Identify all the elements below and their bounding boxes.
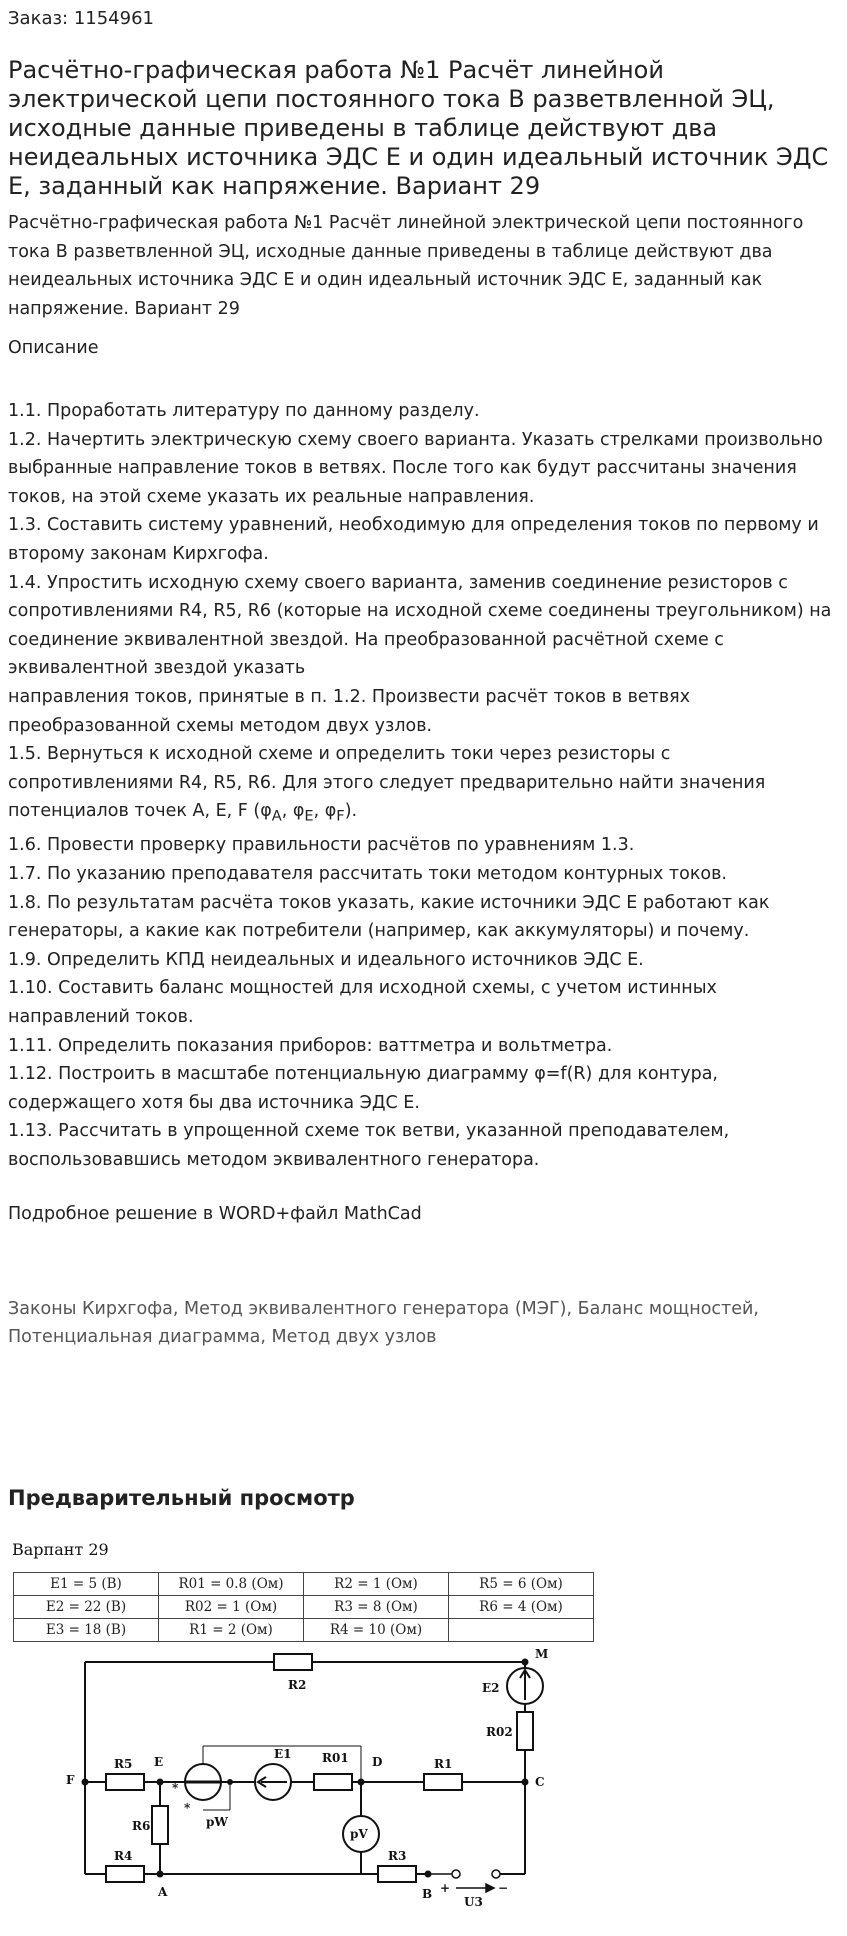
task-item-text: , φ [313,801,337,822]
page-title: Расчётно-графическая работа №1 Расчёт линейной электрической цепи постоянного тока В разветвленной ЭЦ, исходные данные приведены в таблице действуют два неидеальных источника ЭДС E и один идеальный источник ЭДС E, заданный как напряжение. Вариант 29 [8,56,829,200]
table-row [14,1573,594,1596]
variant-label: Варпант 29 [12,1540,109,1559]
label-m: M [535,1647,549,1661]
label-d: D [372,1755,383,1769]
node-f [82,1779,89,1786]
preview-image [8,1540,608,1936]
task-item-text: ). [344,801,358,822]
task-item: 1.4. Упростить исходную схему своего варианта, заменив соединение резисторов с сопротивлениями R4, R5, R6 (которые на исходной схеме соединены треугольником) на соединение эквивалентной звездой. На преобразованной расчётной схеме с эквивалентной звездой указать [8,572,832,679]
resistor-r3 [378,1866,416,1882]
resistor-r6 [152,1806,168,1844]
label-e1: E1 [274,1747,292,1761]
task-item: 1.10. Составить баланс мощностей для исходной схемы, с учетом истинных направлений токов. [8,978,717,1027]
label-u3: U3 [464,1895,483,1909]
table-row [14,1596,594,1619]
label-f: F [66,1773,75,1787]
table-cell: E2 = 22 (B) [14,1596,159,1619]
label-a: A [158,1885,168,1899]
task-list [8,397,840,1175]
resistor-r1 [424,1774,462,1790]
task-item-text: 1.5. Вернуться к исходной схеме и определить токи через резисторы с сопротивлениями R4, R5, R6. Для этого следует предварительно найти значения потенциалов точек A, E, F (φ [8,744,766,822]
task-item: 1.9. Определить КПД неидеальных и идеального источников ЭДС E. [8,949,644,970]
table-cell: R4 = 10 (Ом) [304,1619,449,1642]
table-cell: R2 = 1 (Ом) [304,1573,449,1596]
table-cell: R02 = 1 (Ом) [159,1596,304,1619]
resistor-r2 [274,1654,312,1670]
terminal-right [492,1870,500,1878]
task-item: 1.8. По результатам расчёта токов указать, какие источники ЭДС E работают как генераторы, а какие как потребители (например, как аккумуляторы) и почему. [8,892,770,942]
label-r02: R02 [486,1725,513,1739]
label-pw: pW [206,1815,228,1829]
subscript: A [271,807,282,825]
page-subtitle: Расчётно-графическая работа №1 Расчёт линейной электрической цепи постоянного тока В разветвленной ЭЦ, исходные данные приведены в таблице действуют два неидеальных источника ЭДС E и один идеальный источник ЭДС E, заданный как напряжение. Вариант 29 [8,213,804,319]
node-a [157,1871,164,1878]
label-plus: + [440,1881,451,1895]
node-m [522,1659,529,1666]
label-c: C [535,1775,545,1789]
subscript: E [304,807,314,825]
table-cell: R3 = 8 (Ом) [304,1596,449,1619]
task-item: 1.2. Начертить электрическую схему своего варианта. Указать стрелками произвольно выбранные направление токов в ветвях. После того как будут рассчитаны значения токов, на этой схеме указать их реальные направления. [8,429,823,507]
task-item: 1.13. Рассчитать в упрощенной схеме ток ветви, указанной преподавателем, воспользовавшись методом эквивалентного генератора. [8,1121,730,1170]
parameters-table [13,1572,594,1642]
tags: Законы Кирхгофа, Метод эквивалентного генератора (МЭГ), Баланс мощностей, Потенциальная диаграмма, Метод двух узлов [8,1298,759,1348]
label-star2: * [184,1801,191,1815]
task-item: 1.7. По указанию преподавателя рассчитать токи методом контурных токов. [8,864,727,884]
node-pw-out [227,1779,233,1785]
label-r5: R5 [114,1757,133,1771]
task-item: 1.3. Составить систему уравнений, необходимую для определения токов по первому и второму законам Кирхгофа. [8,515,819,564]
node-c [522,1779,529,1786]
table-cell: R1 = 2 (Ом) [159,1619,304,1642]
order-number: Заказ: 1154961 [8,8,154,29]
label-r01: R01 [322,1751,349,1765]
label-r4: R4 [114,1849,133,1863]
resistor-r4 [106,1866,144,1882]
preview-heading: Предварительный просмотр [8,1485,355,1510]
label-pv: pV [350,1827,368,1841]
page-content [8,0,840,1511]
label-minus: − [498,1881,509,1895]
terminal-left [452,1870,460,1878]
table-cell: R5 = 6 (Ом) [449,1573,594,1596]
description-heading: Описание [8,338,99,358]
task-item: 1.6. Провести проверку правильности расчётов по уравнениям 1.3. [8,835,635,856]
solution-format-note: Подробное решение в WORD+файл MathCad [8,1203,422,1224]
resistor-r5 [106,1774,144,1790]
task-item: направления токов, принятые в п. 1.2. Произвести расчёт токов в ветвях преобразованной схемы методом двух узлов. [8,686,691,736]
node-e [157,1779,164,1786]
label-r6: R6 [132,1819,151,1833]
table-cell: E3 = 18 (B) [14,1619,159,1642]
task-item: 1.12. Построить в масштабе потенциальную диаграмму φ=f(R) для контура, содержащего хотя бы два источника ЭДС E. [8,1064,718,1113]
label-star1: * [172,1781,179,1795]
table-cell: R6 = 4 (Ом) [449,1596,594,1619]
label-r1: R1 [434,1757,453,1771]
label-e: E [154,1755,164,1769]
task-item: 1.11. Определить показания приборов: ваттметра и вольтметра. [8,1035,613,1056]
task-item-text: , φ [281,801,305,822]
table-cell: R01 = 0.8 (Ом) [159,1573,304,1596]
label-r2: R2 [288,1678,307,1692]
label-b: B [422,1887,433,1901]
subscript: F [336,807,345,825]
resistor-r01 [314,1774,352,1790]
label-r3: R3 [388,1849,407,1863]
label-e2: E2 [482,1681,500,1695]
node-d [358,1779,365,1786]
table-cell: E1 = 5 (B) [14,1573,159,1596]
task-item-1-5 [8,740,840,831]
circuit-diagram [8,1634,608,1934]
resistor-r02 [517,1712,533,1750]
task-item: 1.1. Проработать литературу по данному разделу. [8,401,480,421]
